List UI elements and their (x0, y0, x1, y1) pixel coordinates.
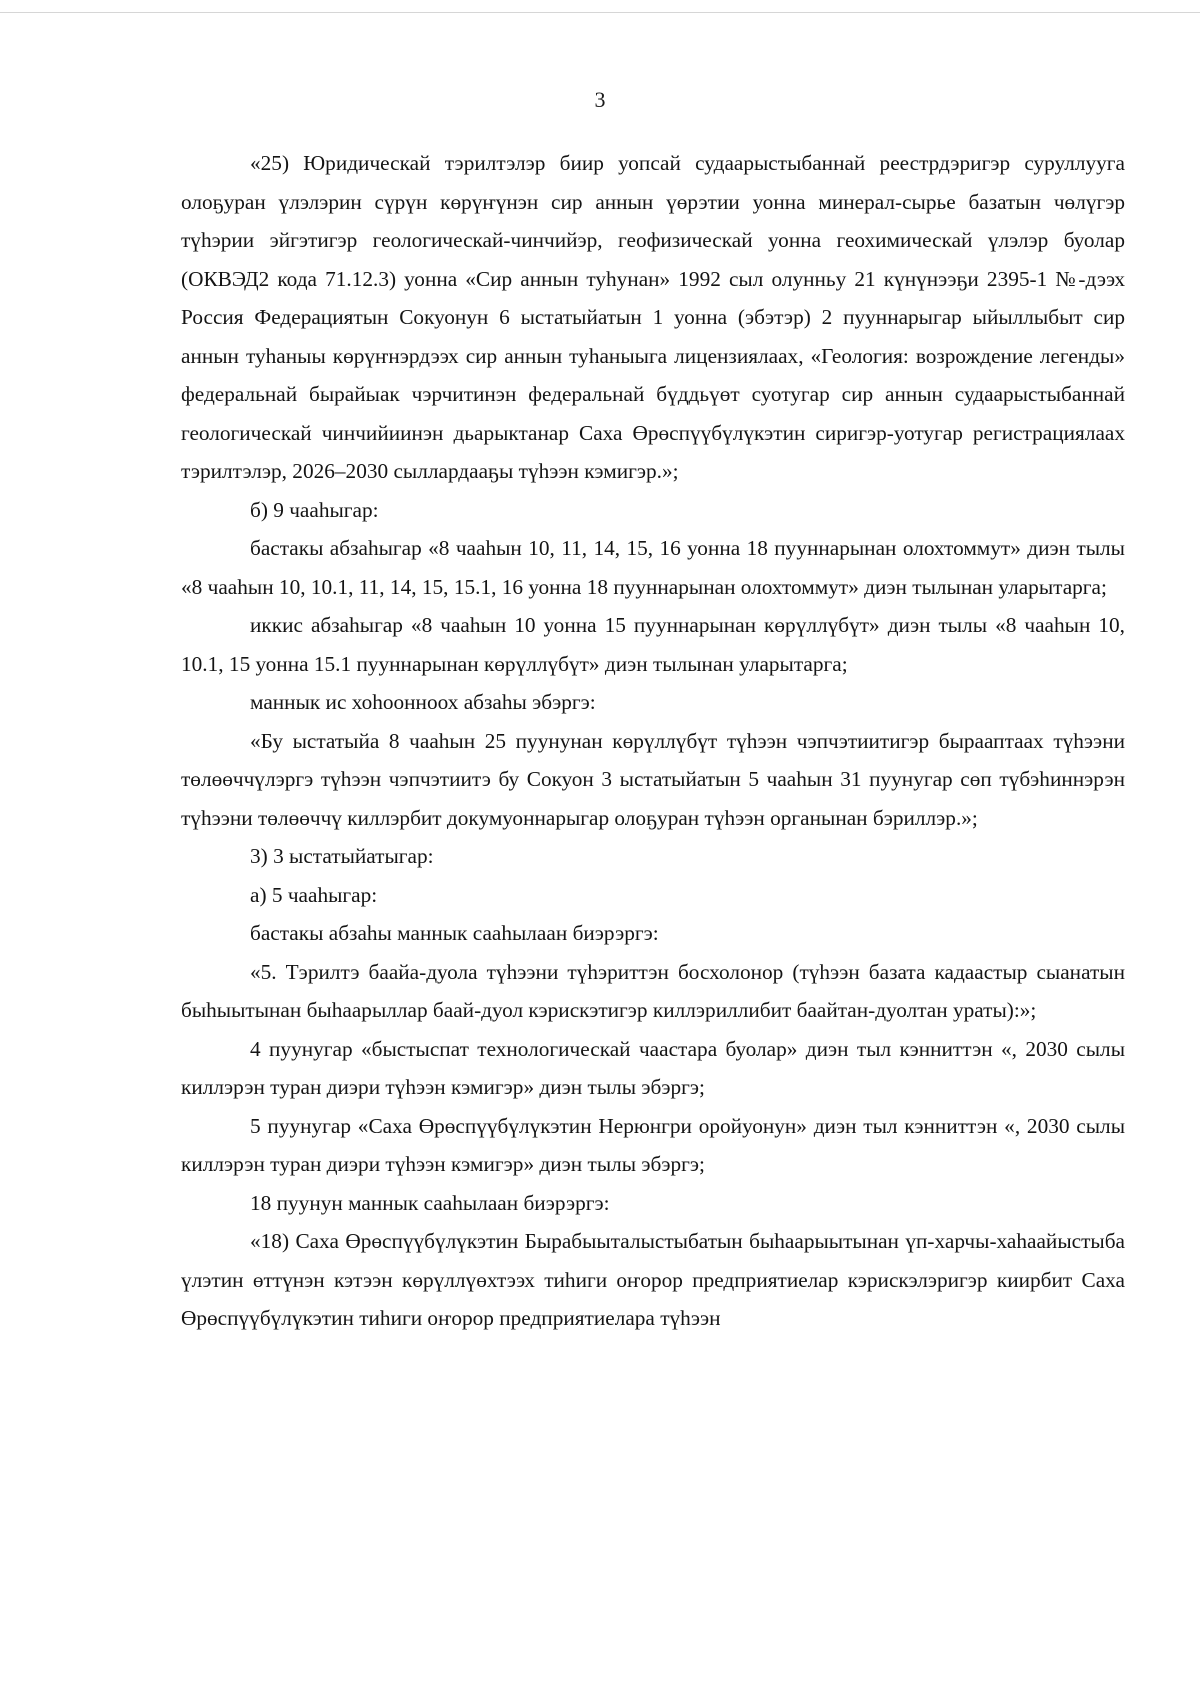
paragraph: а) 5 чааһыгар: (250, 882, 378, 907)
scan-top-edge (0, 12, 1200, 13)
paragraph: иккис абзаһыгар «8 чааһын 10 уонна 15 пууннарынан көрүллүбүт» диэн тылы «8 чааһын 10, 10.1, 15 уонна 15.1 пууннарынан көрүллүбүт» диэн тылынан уларытарга; (181, 613, 1125, 676)
paragraph: маннык ис хоһоонноох абзаһы эбэргэ: (250, 690, 596, 714)
paragraph: бастакы абзаһыгар «8 чааһын 10, 11, 14, 15, 16 уонна 18 пууннарынан олохтоммут» диэн тылы «8 чааһын 10, 10.1, 11, 14, 15, 15.1, 16 уонна 18 пууннарынан олохтоммут» диэн тылынан уларытарга; (181, 536, 1125, 599)
paragraph: «18) Саха Өрөспүүбүлүкэтин Бырабыыталыстыбатын быһаарыытынан үп-харчы-хаһаайыстыба үлэтин өттүнэн кэтээн көрүллүөхтээх тиһиги оҥорор предприятиелар кэрискэлэригэр киирбит Саха Өрөспүүбүлүкэтин тиһиги оҥорор предприятиелара түһээн (181, 1229, 1125, 1330)
paragraph: «5. Тэрилтэ баайа-дуола түһээни түһэриттэн босхолонор (түһээн базата кадаастыр сыанатын быһыытынан быһаарыллар баай-дуол кэрискэтигэр киллэриллибит баайтан-дуолтан ураты):»; (181, 959, 1125, 1022)
paragraph: 4 пуунугар «быстыспат технологическай чаастара буолар» диэн тыл кэнниттэн «, 2030 сылы киллэрэн туран диэри түһээн кэмигэр» диэн тылы эбэргэ; (181, 1036, 1125, 1099)
paragraph: 3) 3 ыстатыйатыгар: (250, 844, 434, 868)
paragraph: бастакы абзаһы маннык сааһылаан биэрэргэ: (250, 921, 659, 945)
paragraph: 5 пуунугар «Саха Өрөспүүбүлүкэтин Нерюнгри оройуонун» диэн тыл кэнниттэн «, 2030 сылы киллэрэн туран диэри түһээн кэмигэр» диэн тылы эбэргэ; (181, 1113, 1125, 1176)
document-body (181, 144, 1125, 1338)
paragraph: «Бу ыстатыйа 8 чааһын 25 пуунунан көрүллүбүт түһээн чэпчэтиитигэр бырааптаах түһээни төлөөччүлэргэ түһээн чэпчэтиитэ бу Сокуон 3 ыстатыйатын 5 чааһын 31 пуунугар сөп түбэһиннэрэн түһээни төлөөччү киллэрбит докумуоннарыгар олоҕуран түһээн органынан бэриллэр.»; (181, 728, 1125, 830)
paragraph: «25) Юридическай тэрилтэлэр биир уопсай судаарыстыбаннай реестрдэригэр суруллууга олоҕуран үлэлэрин сүрүн көрүҥүнэн сир аннын үөрэтии уонна минерал-сырье базатын чөлүгэр түһэрии эйгэтигэр геологическай-чинчийэр, геофизическай уонна геохимическай үлэлэр буолар (ОКВЭД2 кода 71.12.3) уонна «Сир аннын туһунан» 1992 сыл олунньу 21 күнүнээҕи 2395-1 №-дээх Россия Федерациятын Сокуонун 6 ыстатыйатын 1 уонна (эбэтэр) 2 пууннарыгар ыйыллыбыт сир аннын туһаныы көрүҥнэрдээх сир аннын туһаныыга лицензиялаах, «Геология: возрождение легенды» федеральнай бырайыак чэрчитинэн федеральнай бүддьүөт суотугар сир аннын судаарыстыбаннай геологическай чинчийиинэн дьарыктанар Саха Өрөспүүбүлүкэтин сиригэр-уотугар регистрациялаах тэрилтэлэр, 2026–2030 сыллардааҕы түһээн кэмигэр.»; (181, 151, 1125, 483)
page-number: 3 (594, 87, 606, 112)
paragraph: б) 9 чааһыгар: (250, 497, 379, 522)
paragraph: 18 пуунун маннык сааһылаан биэрэргэ: (250, 1190, 610, 1215)
